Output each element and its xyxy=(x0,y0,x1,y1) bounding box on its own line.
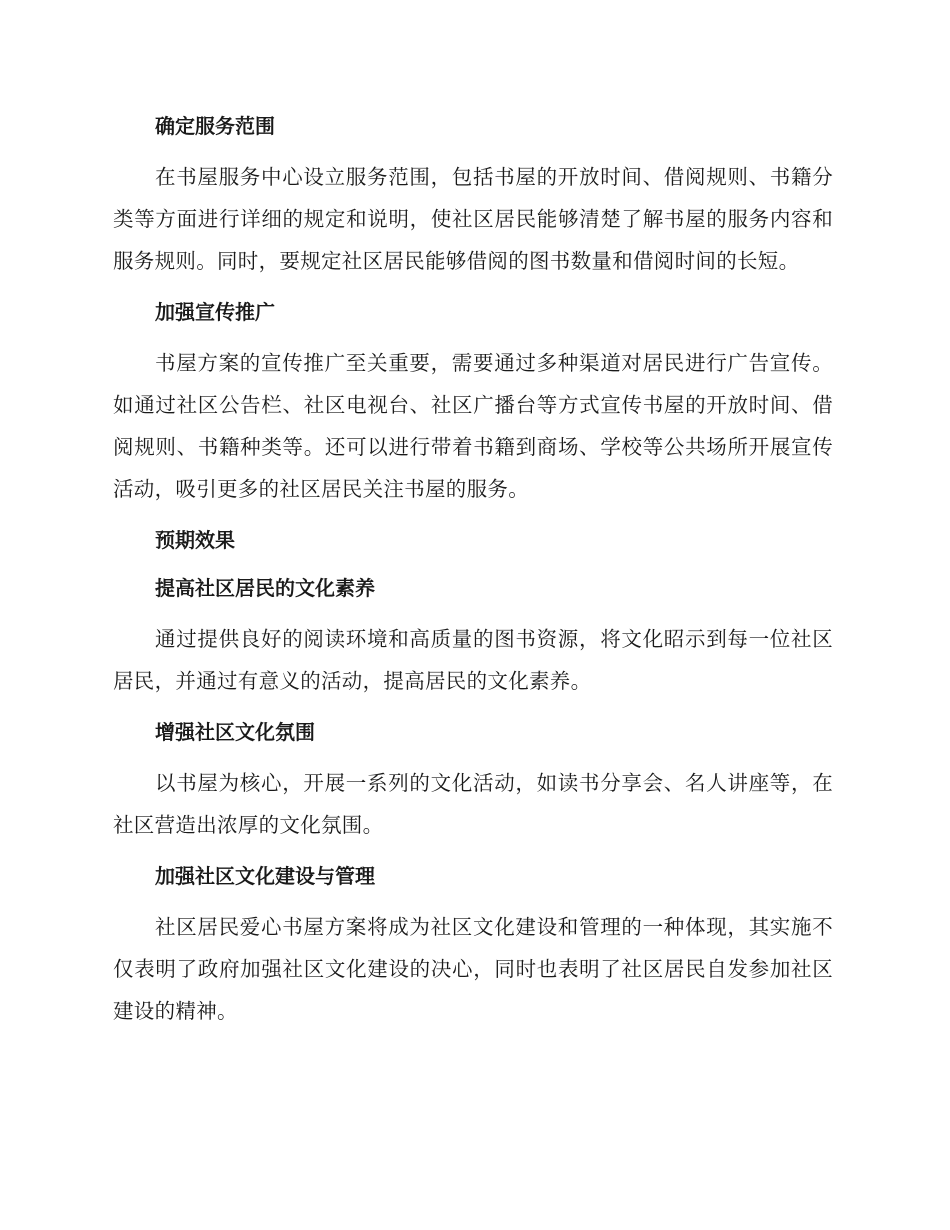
section-heading-cultural-construction: 加强社区文化建设与管理 xyxy=(155,864,375,888)
section-body-cultural-atmosphere: 以书屋为核心，开展一系列的文化活动，如读书分享会、名人讲座等，在社区营造出浓厚的文化氛围。 xyxy=(113,771,833,837)
section-body-cultural-literacy: 通过提供良好的阅读环境和高质量的图书资源，将文化昭示到每一位社区居民，并通过有意义的活动，提高居民的文化素养。 xyxy=(113,627,833,693)
chapter-heading-expected-effects: 预期效果 xyxy=(155,528,235,552)
section-body-cultural-construction: 社区居民爱心书屋方案将成为社区文化建设和管理的一种体现，其实施不仅表明了政府加强社区文化建设的决心，同时也表明了社区居民自发参加社区建设的精神。 xyxy=(113,915,833,1023)
section-heading-cultural-literacy: 提高社区居民的文化素养 xyxy=(155,576,375,600)
section-heading-service-scope: 确定服务范围 xyxy=(155,114,275,138)
section-heading-promotion: 加强宣传推广 xyxy=(155,300,275,324)
section-body-service-scope: 在书屋服务中心设立服务范围，包括书屋的开放时间、借阅规则、书籍分类等方面进行详细的规定和说明，使社区居民能够清楚了解书屋的服务内容和服务规则。同时，要规定社区居民能够借阅的图书数量和借阅时间的长短。 xyxy=(113,165,833,273)
document-content xyxy=(113,108,833,1032)
section-body-promotion: 书屋方案的宣传推广至关重要，需要通过多种渠道对居民进行广告宣传。如通过社区公告栏、社区电视台、社区广播台等方式宣传书屋的开放时间、借阅规则、书籍种类等。还可以进行带着书籍到商场、学校等公共场所开展宣传活动，吸引更多的社区居民关注书屋的服务。 xyxy=(113,351,833,501)
section-heading-cultural-atmosphere: 增强社区文化氛围 xyxy=(155,720,315,744)
